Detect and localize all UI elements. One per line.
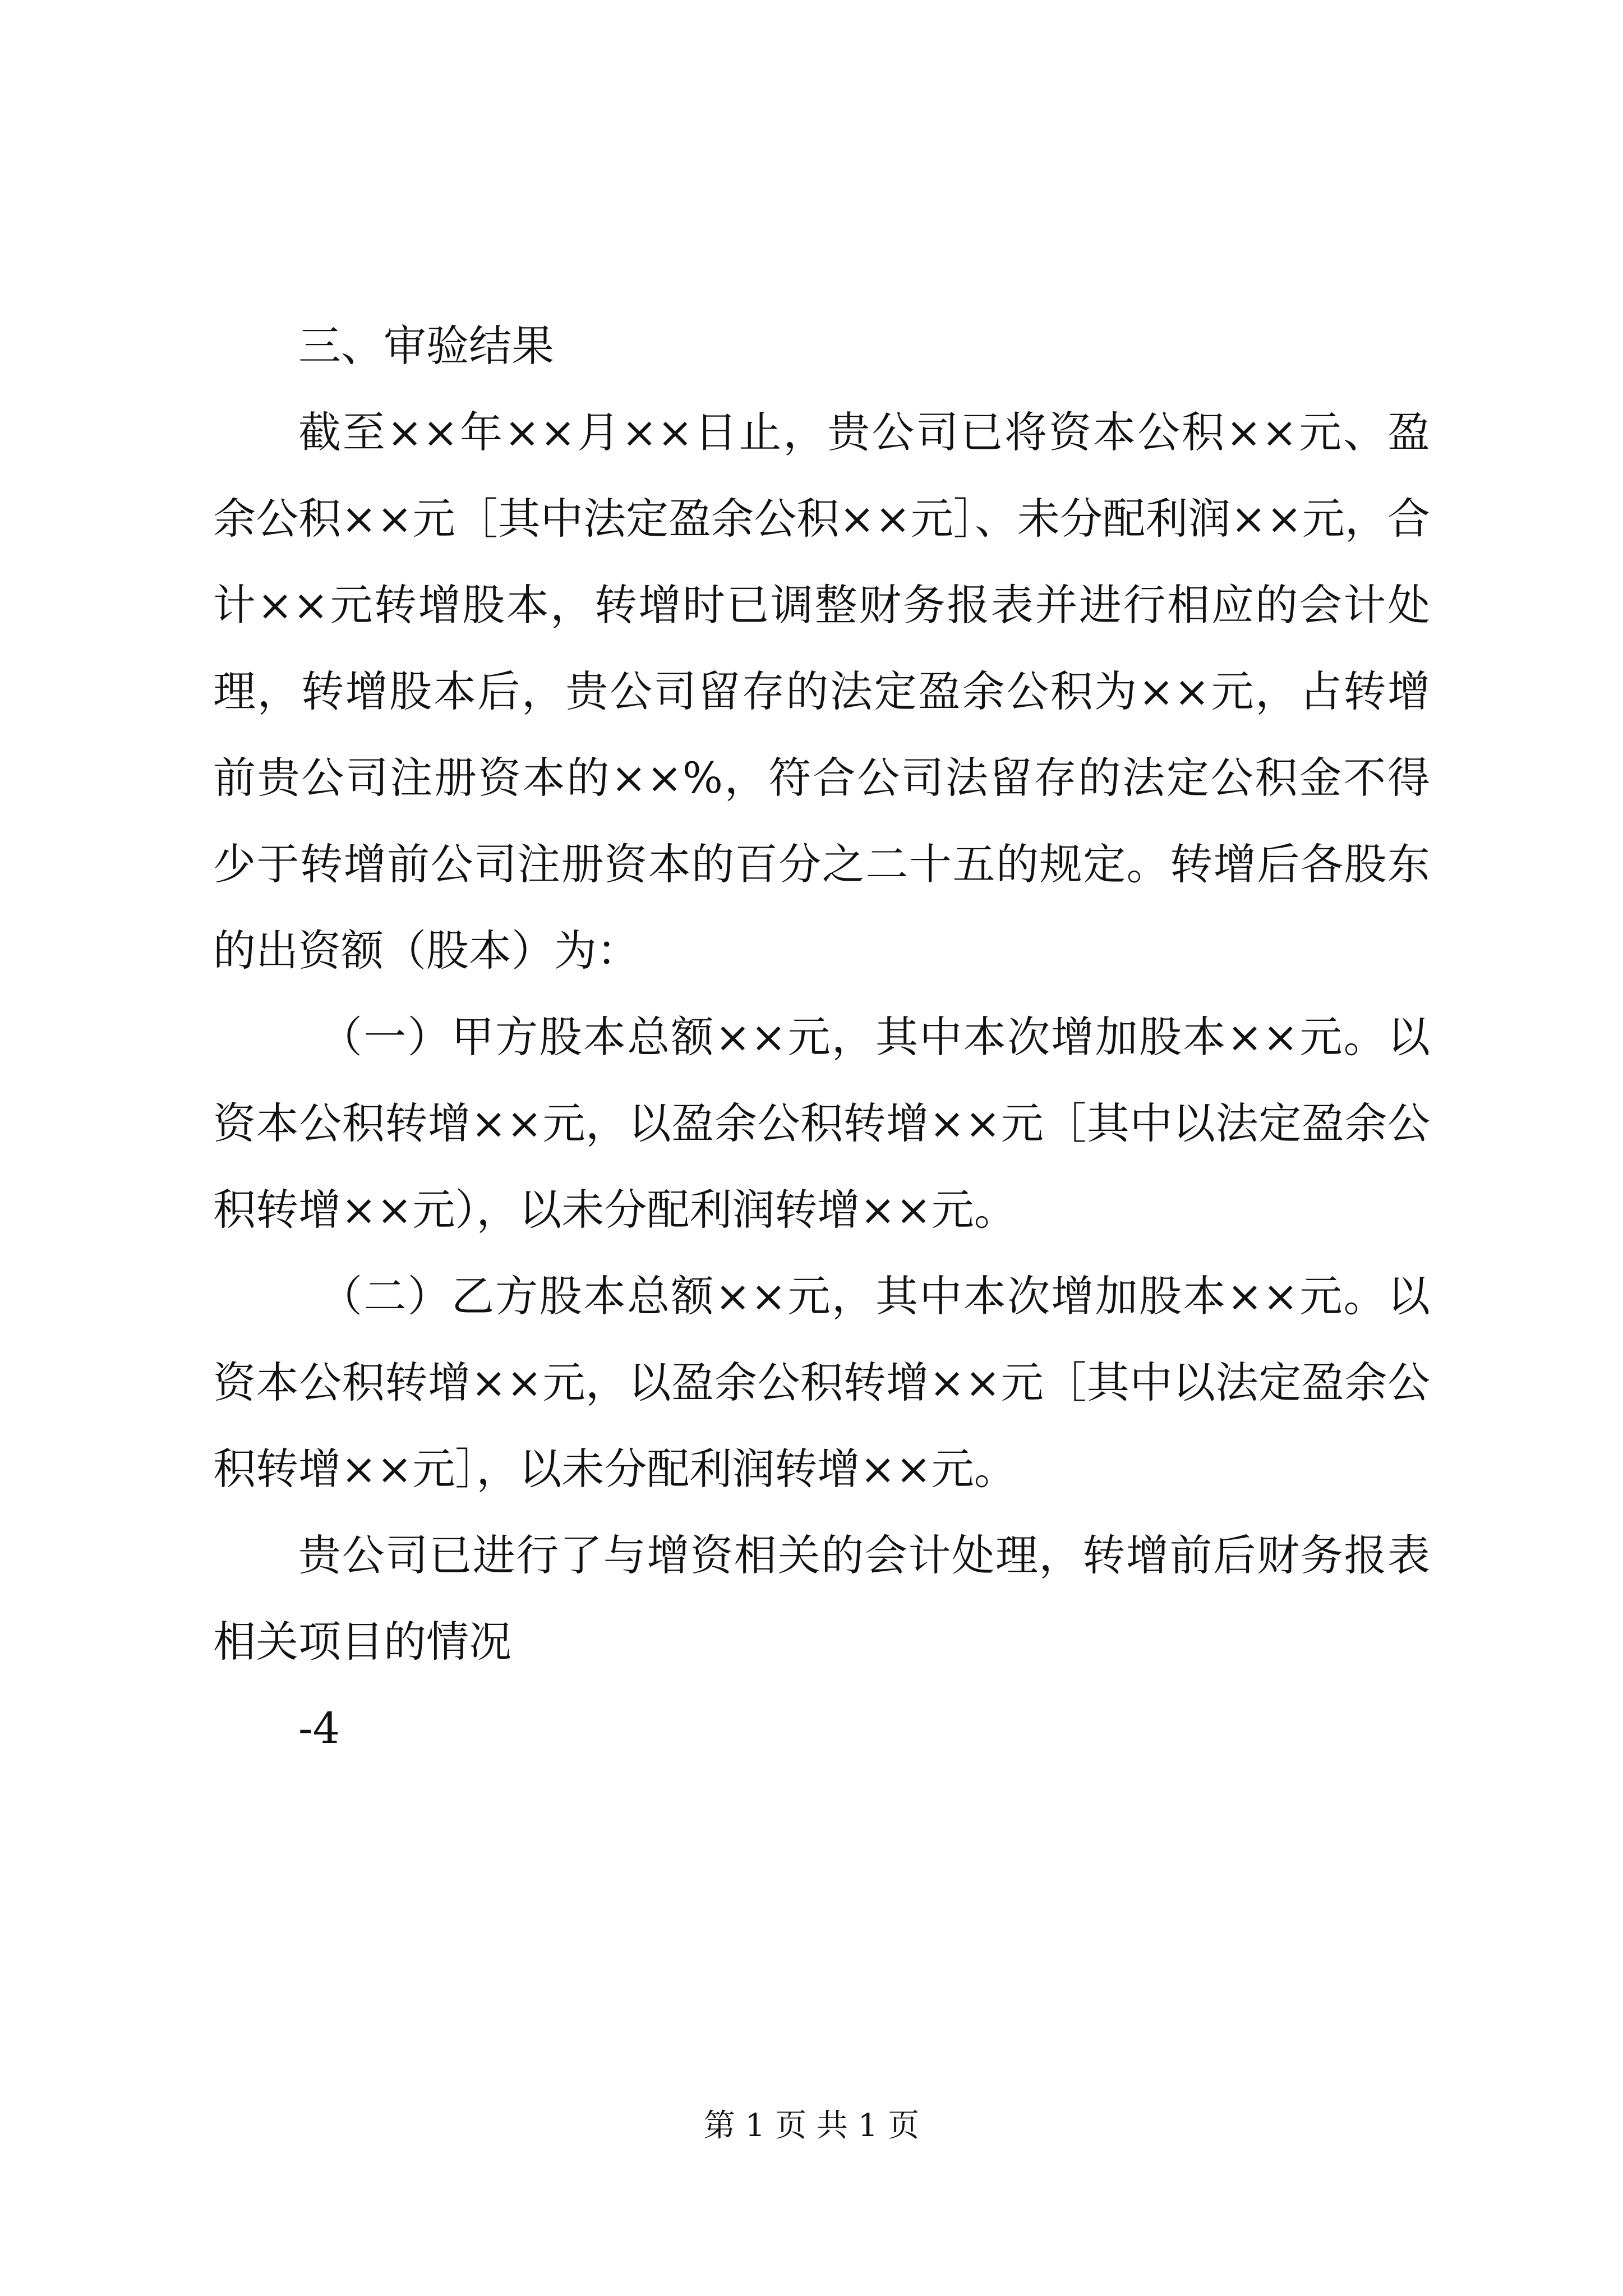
document-body (213, 303, 1430, 1772)
page-footer: 第 1 页 共 1 页 (703, 2108, 920, 2144)
page-marker: -4 (298, 1703, 340, 1753)
paragraph-audit-result: 截至××年××月××日止，贵公司已将资本公积××元、盈余公积××元［其中法定盈余公积××元］、未分配利润××元，合计××元转增股本，转增时已调整财务报表并进行相应的会计处理，转增股本后，贵公司留存的法定盈余公积为××元，占转增前贵公司注册资本的××%，符合公司法留存的法定公积金不得少于转增前公司注册资本的百分之二十五的规定。转增后各股东的出资额（股本）为： (213, 407, 1430, 976)
paragraph-party-b: （二）乙方股本总额××元，其中本次增加股本××元。以资本公积转增××元，以盈余公积转增××元［其中以法定盈余公积转增××元］，以未分配利润转增××元。 (213, 1271, 1430, 1494)
paragraph-accounting: 贵公司已进行了与增资相关的会计处理，转增前后财务报表相关项目的情况 (213, 1530, 1430, 1667)
section-heading: 三、审验结果 (298, 321, 554, 371)
paragraph-party-a: （一）甲方股本总额××元，其中本次增加股本××元。以资本公积转增××元，以盈余公积转增××元［其中以法定盈余公积转增××元），以未分配利润转增××元。 (213, 1012, 1430, 1235)
